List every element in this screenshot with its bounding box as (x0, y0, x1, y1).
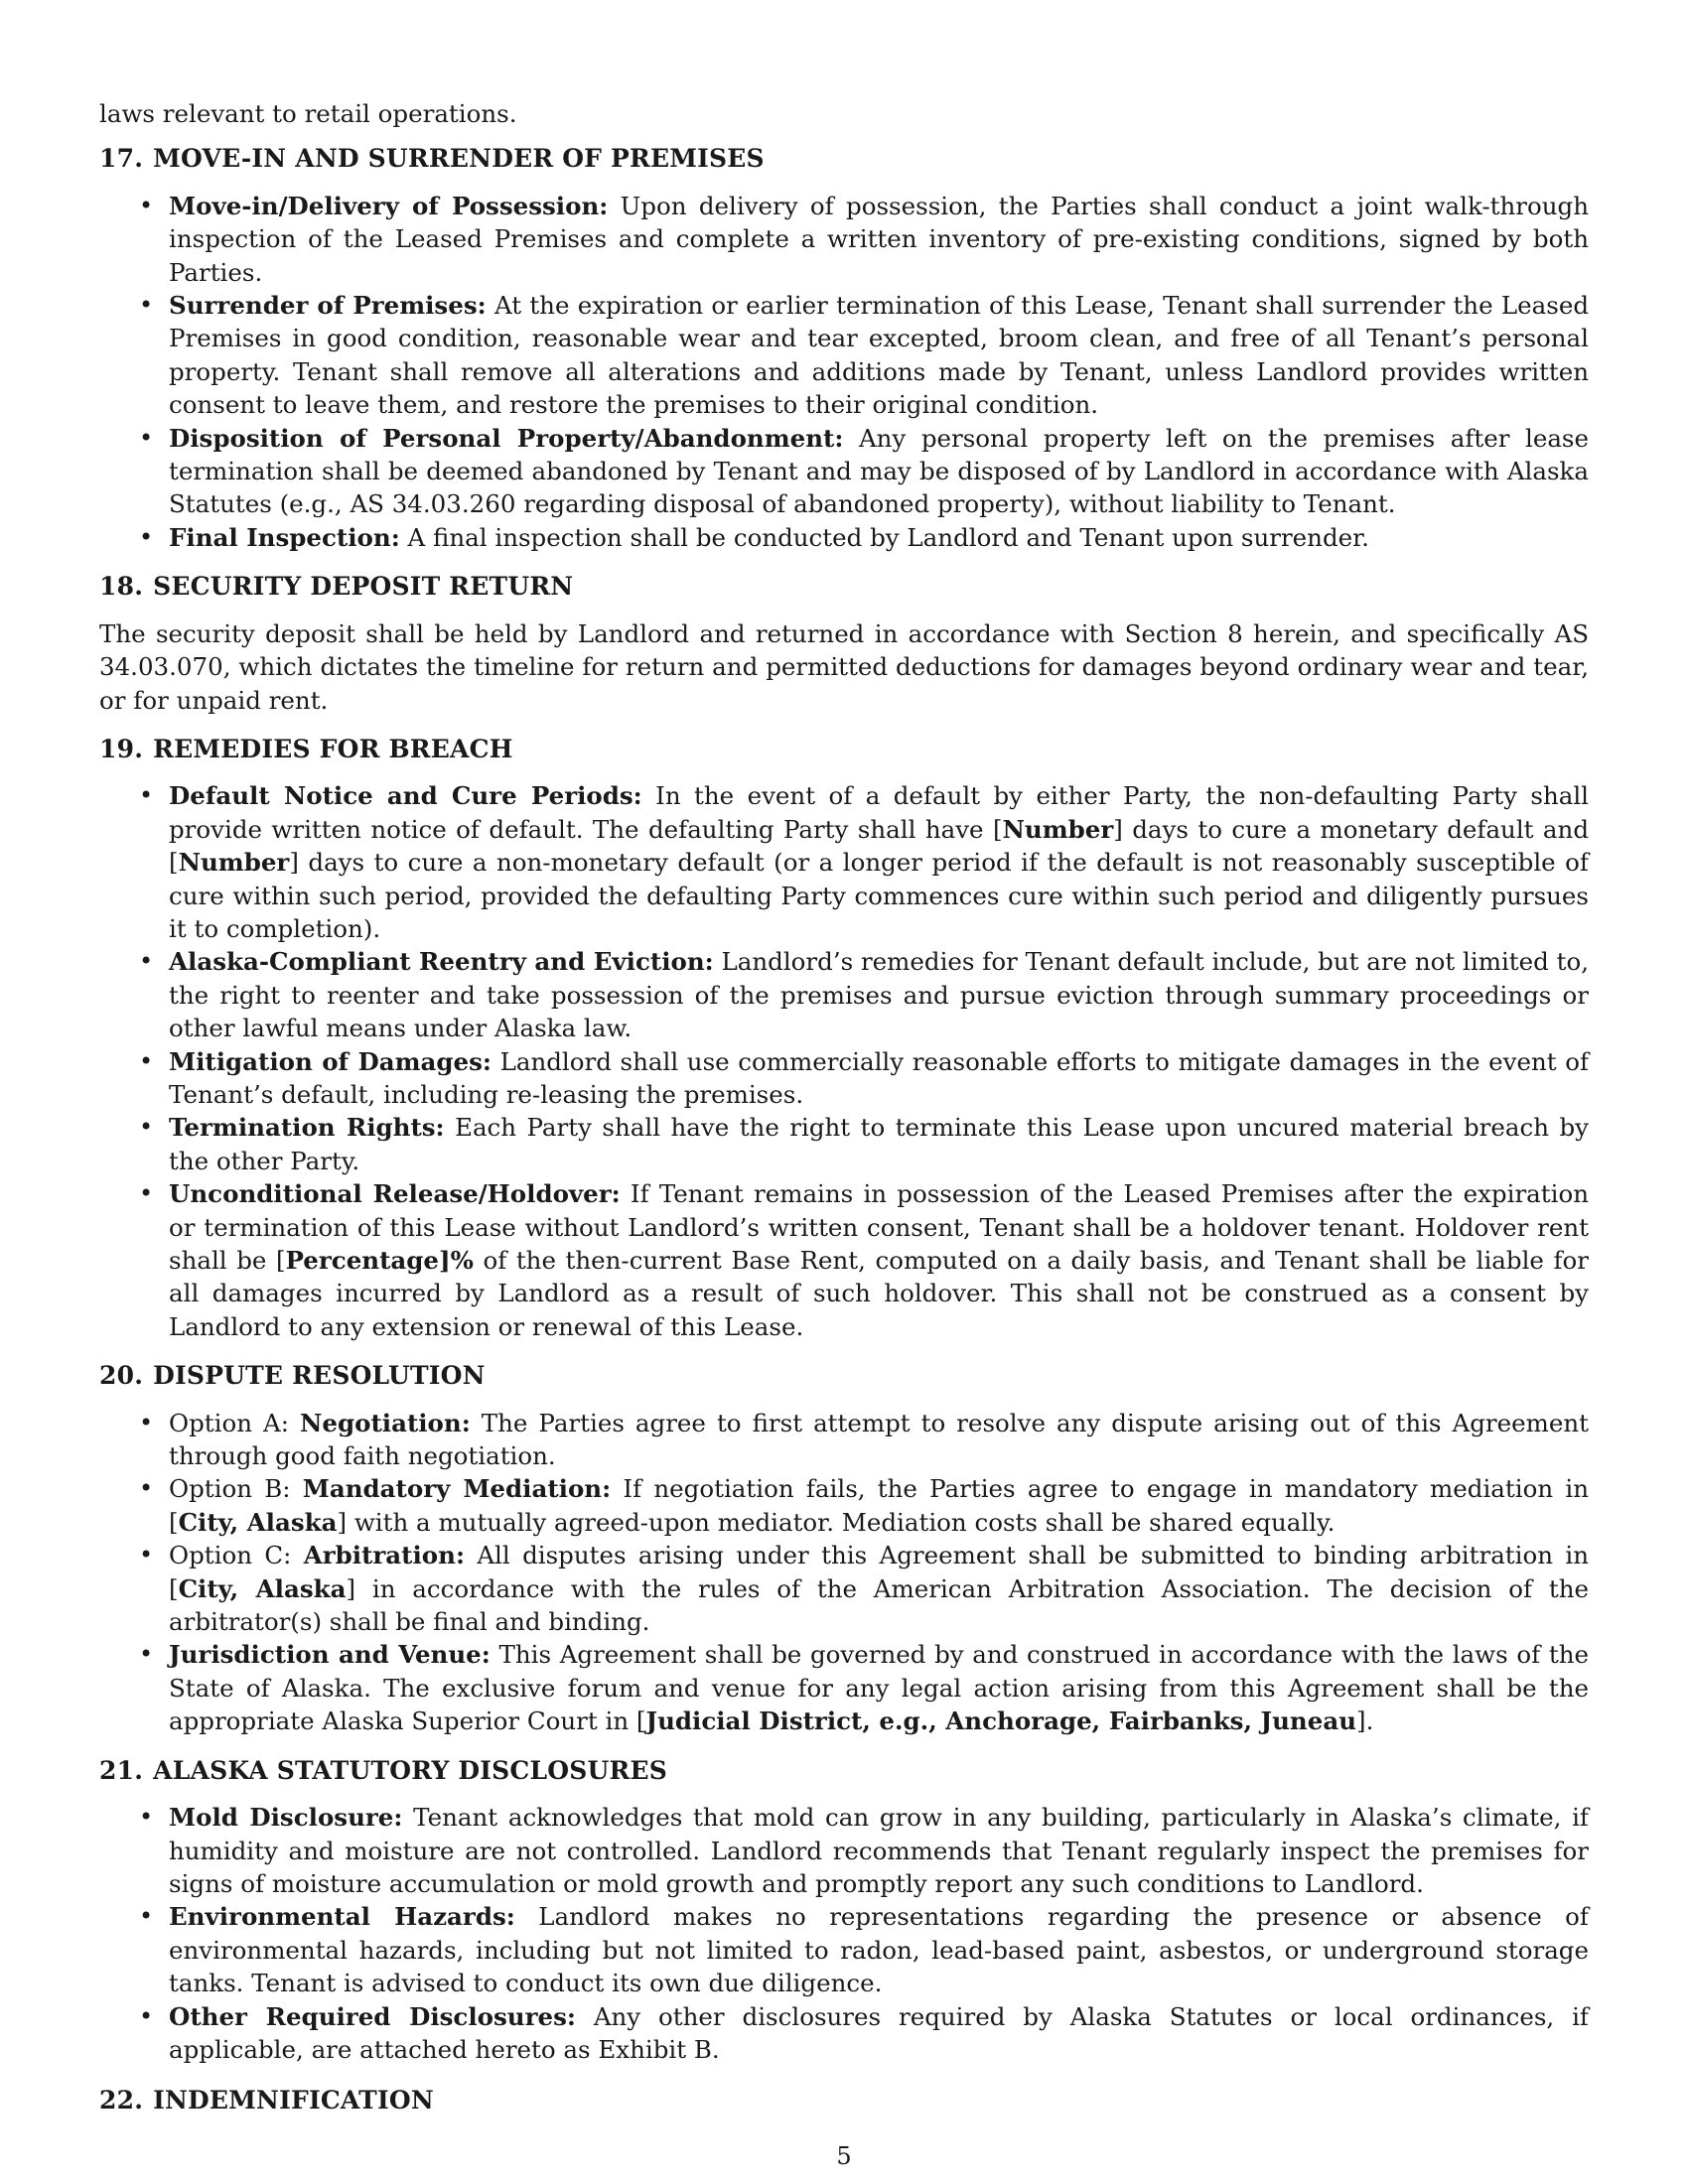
section-title: ALASKA STATUTORY DISCLOSURES (153, 1755, 668, 1785)
option-prefix: Option C: (169, 1541, 304, 1570)
item-label: Mandatory Mediation: (302, 1474, 612, 1504)
list-item (99, 289, 1589, 422)
bullet-icon: • (139, 1408, 154, 1436)
item-label: Unconditional Release/Holdover: (169, 1179, 621, 1209)
option-prefix: Option B: (169, 1474, 303, 1504)
bullet-icon: • (139, 1803, 154, 1832)
placeholder-field: City, Alaska (178, 1573, 347, 1603)
section-number: 18. (99, 572, 144, 602)
list-item (99, 1407, 1589, 1473)
item-label: Termination Rights: (169, 1113, 445, 1143)
bullet-icon: • (139, 191, 154, 219)
item-label: Disposition of Personal Property/Abandonment: (169, 423, 844, 453)
document-page (99, 97, 1589, 2131)
item-text: Landlord makes no representations regarding the presence or absence of environmental hazards, including but not limited to radon, lead-based paint, asbestos, or underground storage tanks. Tenant is advised to conduct its own due diligence. (169, 1902, 1589, 1998)
list-item (99, 945, 1589, 1044)
section-number: 21. (99, 1755, 144, 1785)
list-item (99, 779, 1589, 945)
list-item (99, 1801, 1589, 1900)
list-item (99, 1900, 1589, 1999)
section-title: MOVE-IN AND SURRENDER OF PREMISES (153, 144, 765, 174)
item-text: At the expiration or earlier termination of this Lease, Tenant shall surrender the Leased Premises in good condition, reasonable wear and tear excepted, broom clean, and free of all Tenant’s personal property. Tenant shall remove all alterations and additions made by Tenant, unless Landlord provides written consent to leave them, and restore the premises to their original condition. (169, 291, 1590, 420)
section-17-list (99, 190, 1589, 554)
item-label: Other Required Disclosures: (169, 2001, 576, 2031)
item-label: Mitigation of Damages: (169, 1046, 492, 1076)
list-item (99, 422, 1589, 521)
item-text: Landlord’s remedies for Tenant default include, but are not limited to, the right to reenter and take possession of the premises and pursue eviction through summary proceedings or other lawful means under Alaska law. (169, 947, 1589, 1043)
item-text: ] days to cure a monetary default and [ (169, 814, 1589, 878)
section-number: 17. (99, 144, 144, 174)
list-item (99, 1045, 1589, 1112)
section-title: SECURITY DEPOSIT RETURN (153, 572, 574, 602)
bullet-icon: • (139, 781, 154, 810)
section-title: DISPUTE RESOLUTION (153, 1361, 486, 1391)
item-text: ] with a mutually agreed-upon mediator. Mediation costs shall be shared equally. (337, 1507, 1336, 1537)
section-number: 20. (99, 1361, 144, 1391)
item-label: Arbitration: (303, 1541, 465, 1570)
section-number: 19. (99, 734, 144, 763)
item-text: This Agreement shall be governed by and construed in accordance with the laws of the State of Alaska. The exclusive forum and venue for any legal action arising from this Agreement shall be the appropriate Alaska Superior Court in [ (169, 1640, 1589, 1736)
item-label: Alaska-Compliant Reentry and Eviction: (169, 947, 714, 977)
item-text: A final inspection shall be conducted by Landlord and Tenant upon surrender. (399, 522, 1369, 552)
item-text: If negotiation fails, the Parties agree to engage in mandatory mediation in [ (169, 1474, 1589, 1537)
section-20-heading (99, 1359, 1589, 1392)
section-21-heading (99, 1754, 1589, 1787)
bullet-icon: • (139, 1902, 154, 1931)
bullet-icon: • (139, 522, 154, 551)
placeholder-field: Number (178, 848, 290, 878)
section-title: INDEMNIFICATION (153, 2086, 434, 2116)
bullet-icon: • (139, 2001, 154, 2030)
list-item (99, 1177, 1589, 1343)
placeholder-field: Number (1002, 814, 1114, 844)
item-text: The Parties agree to first attempt to resolve any dispute arising out of this Agreement through good faith negotiation. (169, 1408, 1589, 1471)
item-text: Any other disclosures required by Alaska Statutes or local ordinances, if applicable, are attached hereto as Exhibit B. (169, 2001, 1590, 2064)
item-text: of the then-current Base Rent, computed on a daily basis, and Tenant shall be liable for all damages incurred by Landlord as a result of such holdover. This shall not be construed as a consent by Landlord to any extension or renewal of this Lease. (169, 1246, 1589, 1341)
item-text: All disputes arising under this Agreement shall be submitted to binding arbitration in [ (169, 1541, 1589, 1603)
section-18-heading (99, 570, 1589, 603)
bullet-icon: • (139, 1474, 154, 1503)
item-text: If Tenant remains in possession of the Leased Premises after the expiration or termination of this Lease without Landlord’s written consent, Tenant shall be a holdover tenant. Holdover rent shall be [ (169, 1179, 1589, 1275)
section-19-heading (99, 733, 1589, 765)
section-number: 22. (99, 2086, 144, 2116)
item-text: ] in accordance with the rules of the American Arbitration Association. The decision of the arbitrator(s) shall be final and binding. (169, 1573, 1589, 1637)
item-text: Landlord shall use commercially reasonable efforts to mitigate damages in the event of Tenant’s default, including re-leasing the premises. (169, 1046, 1590, 1109)
bullet-icon: • (139, 947, 154, 976)
page-number: 5 (836, 2142, 852, 2170)
list-item (99, 190, 1589, 289)
placeholder-field: City, Alaska (178, 1507, 338, 1537)
list-item (99, 521, 1589, 554)
section-20-list (99, 1407, 1589, 1738)
item-text: ]. (1356, 1706, 1374, 1736)
percent-sign: ]% (439, 1246, 474, 1275)
item-text: Any personal property left on the premises after lease termination shall be deemed abandoned by Tenant and may be disposed of by Landlord in accordance with Alaska Statutes (e.g., AS 34.03.260 regarding disposal of abandoned property), without liability to Tenant. (169, 423, 1590, 519)
item-text: ] days to cure a non-monetary default (or a longer period if the default is not reasonably susceptible of cure within such period, provided the defaulting Party commences cure within such period and diligently pursues it to completion). (169, 848, 1589, 943)
section-title: REMEDIES FOR BREACH (153, 734, 513, 763)
list-item (99, 1472, 1589, 1539)
bullet-icon: • (139, 1640, 154, 1669)
list-item (99, 1539, 1589, 1638)
item-text: Tenant acknowledges that mold can grow in any building, particularly in Alaska’s climate, if humidity and moisture are not controlled. Landlord recommends that Tenant regularly inspect the premises for signs of moisture accumulation or mold growth and promptly report any such conditions to Landlord. (169, 1803, 1589, 1898)
placeholder-field: Judicial District, e.g., Anchorage, Fairbanks, Juneau (645, 1706, 1357, 1736)
list-item (99, 1638, 1589, 1737)
item-label: Environmental Hazards: (169, 1902, 515, 1932)
item-label: Negotiation: (299, 1408, 471, 1437)
option-prefix: Option A: (169, 1408, 300, 1437)
placeholder-field: Percentage (285, 1246, 440, 1275)
bullet-icon: • (139, 291, 154, 320)
bullet-icon: • (139, 1541, 154, 1570)
item-label: Mold Disclosure: (169, 1803, 403, 1833)
section-18-body: The security deposit shall be held by Landlord and returned in accordance with Section 8 herein, and specifically AS 34.03.070, which dictates the timeline for return and permitted deductions for damages beyond ordinary wear and tear, or for unpaid rent. (99, 618, 1589, 715)
item-text: Upon delivery of possession, the Parties shall conduct a joint walk-through inspection of the Leased Premises and complete a written inventory of pre-existing conditions, signed by both Parties. (169, 191, 1590, 287)
section-21-list (99, 1801, 1589, 2066)
item-label: Surrender of Premises: (169, 291, 487, 321)
bullet-icon: • (139, 1046, 154, 1075)
bullet-icon: • (139, 423, 154, 452)
item-label: Default Notice and Cure Periods: (169, 781, 642, 811)
intro-text: laws relevant to retail operations. (99, 99, 517, 128)
item-label: Final Inspection: (169, 522, 400, 552)
section-22-heading (99, 2084, 1589, 2116)
section-17-heading (99, 142, 1589, 175)
bullet-icon: • (139, 1113, 154, 1142)
bullet-icon: • (139, 1179, 154, 1208)
list-item (99, 2000, 1589, 2067)
item-label: Move-in/Delivery of Possession: (169, 191, 609, 220)
list-item (99, 1111, 1589, 1177)
item-text: Each Party shall have the right to terminate this Lease upon uncured material breach by the other Party. (169, 1113, 1589, 1175)
section-19-list (99, 779, 1589, 1343)
item-text: In the event of a default by either Party, the non-defaulting Party shall provide written notice of default. The defaulting Party shall have [ (169, 781, 1590, 844)
item-label: Jurisdiction and Venue: (169, 1640, 491, 1670)
